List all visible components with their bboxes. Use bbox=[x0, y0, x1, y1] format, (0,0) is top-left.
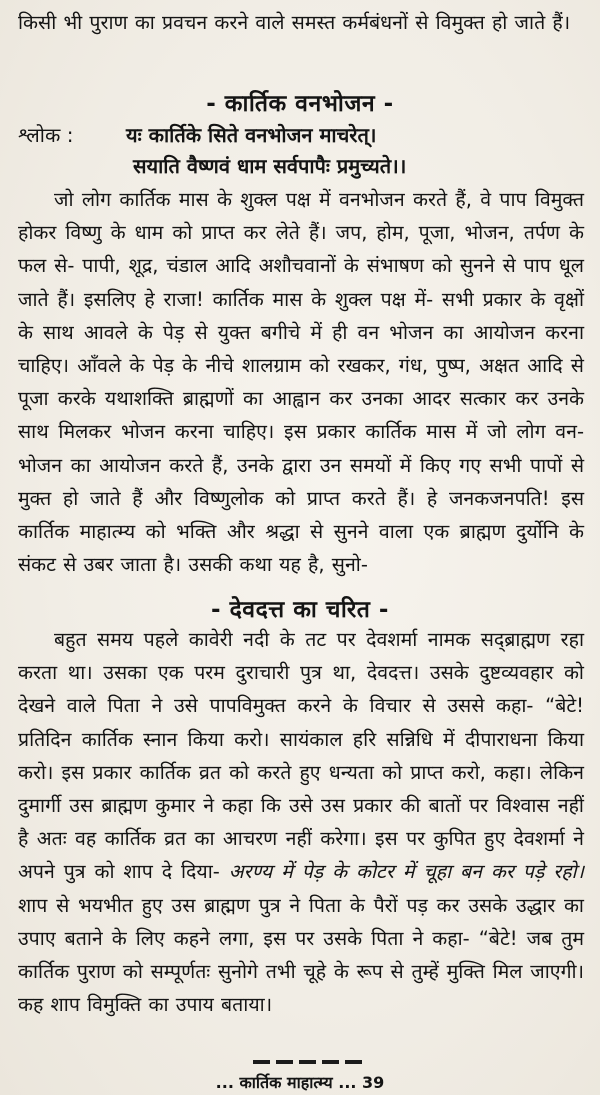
devdatt-text-part1: बहुत समय पहले कावेरी नदी के तट पर देवशर्मा नामक सद्ब्राह्मण रहा करता था। उसका एक परम दुराचारी पुत्र था, देवदत्त। उसके दुष्टव्यवहार को देखने वाले पिता ने उसे पापविमुक्त करने के विचार से उससे कहा- “बेटे! प्रतिदिन कार्तिक स्नान किया करो। सायंकाल हरि सन्निधि में दीपाराधना किया करो। इस प्रकार कार्तिक व्रत को करते हुए धन्यता को प्राप्त करो, कहा। लेकिन दुमार्गी उस ब्राह्मण कुमार ने कहा कि उसे उस प्रकार की बातों पर विश्वास नहीं है अतः वह कार्तिक व्रत का आचरण नहीं करेगा। इस पर कुपित हुए देवशर्मा ने अपने पुत्र को शाप दे दिया- bbox=[18, 628, 584, 884]
footer-dash-divider bbox=[253, 1060, 368, 1064]
devdatt-text-part2: शाप से भयभीत हुए उस ब्राह्मण पुत्र ने पिता के पैरों पड़ कर उसके उद्धार का उपाए बताने के लिए कहने लगा, इस पर उसके पिता ने कहा- “बेटे! जब तुम कार्तिक पुराण को सम्पूर्णतः सुनोगे तभी चूहे के रूप से तुम्हें मुक्ति मिल जाएगी। कह शाप विमुक्ति का उपाय बताया। bbox=[18, 893, 584, 1017]
shloka-line-2: सयाति वैष्णवं धाम सर्वपापैः प्रमुच्यते।। bbox=[133, 154, 407, 178]
devdatt-paragraph bbox=[18, 623, 584, 1021]
section-heading-karthik-vanbhojan: - कार्तिक वनभोजन - bbox=[206, 91, 394, 117]
shloka-label: श्लोक : bbox=[18, 123, 74, 147]
intro-paragraph: किसी भी पुराण का प्रवचन करने वाले समस्त कर्मबंधनों से विमुक्त हो जाते हैं। bbox=[18, 11, 571, 34]
page-footer: ... कार्तिक माहात्म्य ... 39 bbox=[215, 1073, 385, 1092]
section-heading-devdatt: - देवदत्त का चरित - bbox=[211, 597, 389, 623]
curse-italic-text: अरण्य में पेड़ के कोटर में चूहा बन कर पड़े रहो। bbox=[228, 860, 584, 884]
shloka-line-1: यः कार्तिके सिते वनभोजन माचरेत्। bbox=[126, 123, 377, 147]
vanbhojan-paragraph: जो लोग कार्तिक मास के शुक्ल पक्ष में वनभोजन करते हैं, वे पाप विमुक्त होकर विष्णु के धाम को प्राप्त कर लेते हैं। जप, होम, पूजा, भोजन, तर्पण के फल से- पापी, शूद्र, चंडाल आदि अशौचवानों के संभाषण को सुनने से पाप धूल जाते हैं। इसलिए हे राजा! कार्तिक मास के शुक्ल पक्ष में- सभी प्रकार के वृक्षों के साथ आवले के पेड़ से युक्त बगीचे में ही वन भोजन का आयोजन करना चाहिए। आँवले के पेड़ के नीचे शालग्राम को रखकर, गंध, पुष्प, अक्षत आदि से पूजा करके यथाशक्ति ब्राह्मणों का आह्वान कर उनका आदर सत्कार कर उनके साथ मिलकर भोजन करना चाहिए। इस प्रकार कार्तिक मास में जो लोग वन-भोजन का आयोजन करते हैं, उनके द्वारा उन समयों में किए गए सभी पापों से मुक्त हो जाते हैं और विष्णुलोक को प्राप्त करते हैं। हे जनकजनपति! इस कार्तिक माहात्म्य को भक्ति और श्रद्धा से सुनने वाला एक ब्राह्मण दुर्योनि के संकट से उबर जाता है। उसकी कथा यह है, सुनो- bbox=[18, 188, 584, 577]
